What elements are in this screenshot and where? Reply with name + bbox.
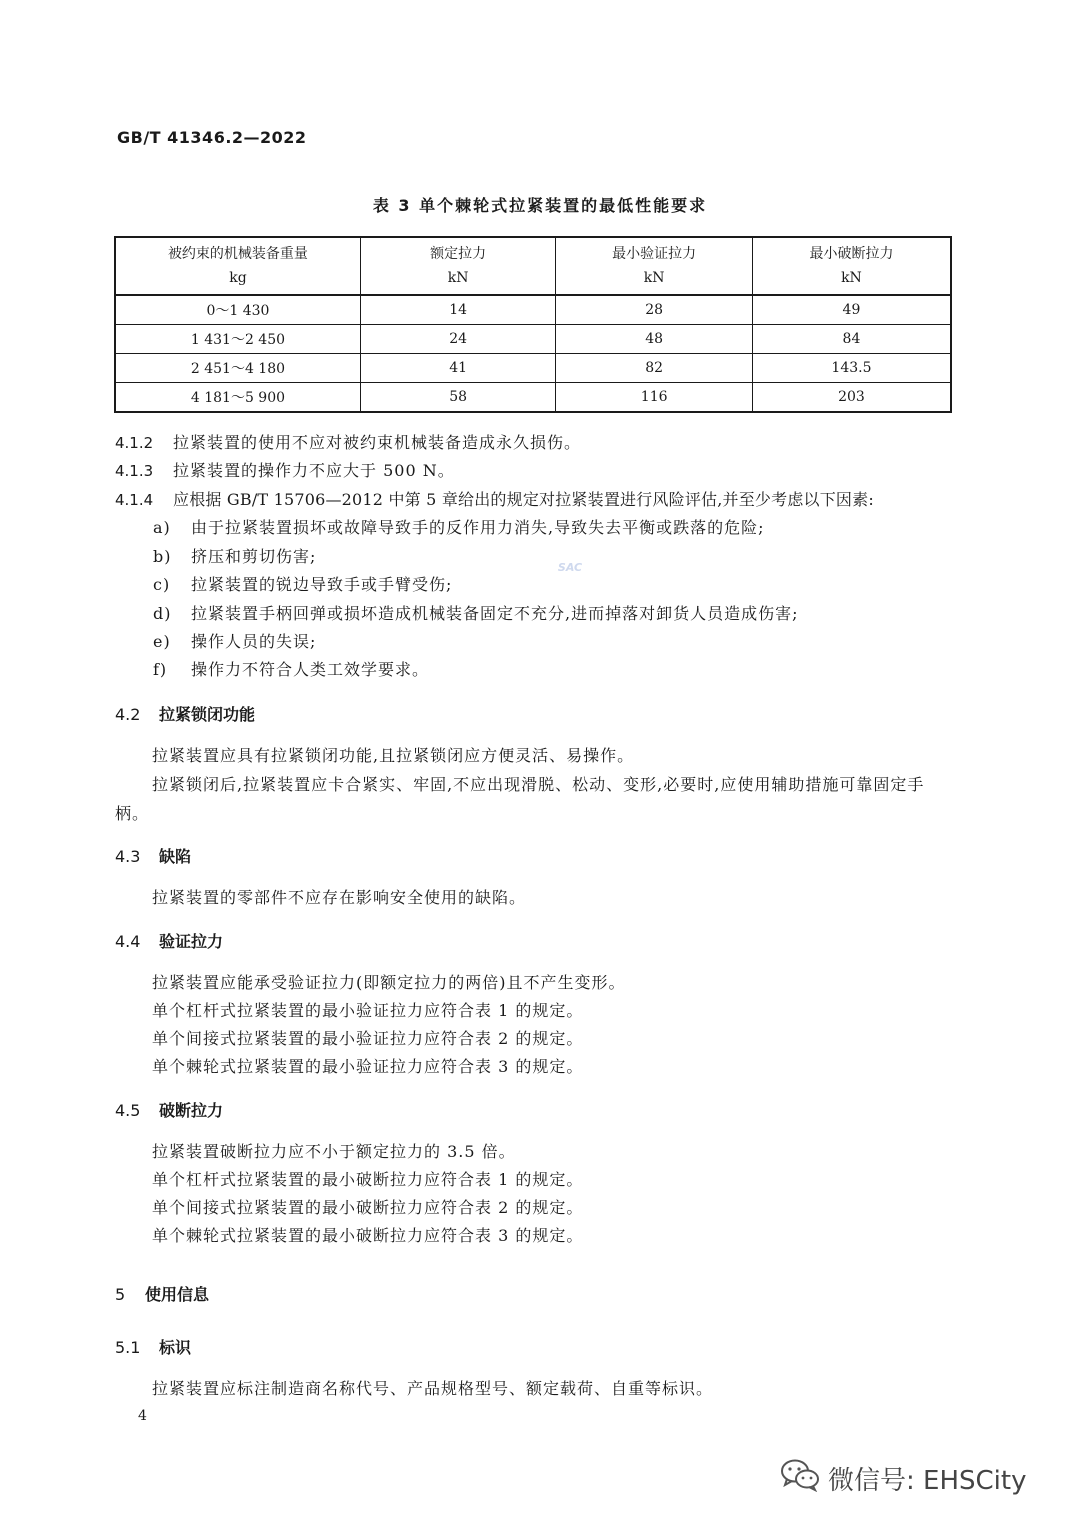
table-cell: 203 <box>752 383 951 413</box>
paragraph: 拉紧装置应标注制造商名称代号、产品规格型号、额定载荷、自重等标识。 <box>152 1379 714 1398</box>
section-heading: 4.4 验证拉力 <box>115 932 224 951</box>
table-row <box>115 354 951 383</box>
wechat-icon <box>780 1458 820 1499</box>
paragraph: 拉紧装置的零部件不应存在影响安全使用的缺陷。 <box>152 888 527 907</box>
document-code: GB/T 41346.2—2022 <box>117 128 307 147</box>
clause-4-1-4: 4.1.4 应根据 GB/T 15706—2012 中第 5 章给出的规定对拉紧装置进行风险评估,并至少考虑以下因素: <box>115 490 874 509</box>
table-cell: 143.5 <box>752 354 951 383</box>
paragraph: 拉紧装置应具有拉紧锁闭功能,且拉紧锁闭应方便灵活、易操作。 <box>152 746 635 765</box>
chapter-heading: 5 使用信息 <box>115 1285 210 1304</box>
paragraph: 拉紧装置应能承受验证拉力(即额定拉力的两倍)且不产生变形。 <box>152 973 626 992</box>
header-min-proof-force: 最小验证拉力 kN <box>556 237 753 295</box>
table-title: 表 3 单个棘轮式拉紧装置的最低性能要求 <box>372 196 708 215</box>
paragraph: 单个间接式拉紧装置的最小破断拉力应符合表 2 的规定。 <box>152 1198 584 1217</box>
table-row <box>115 295 951 325</box>
table-row <box>115 383 951 413</box>
table-cell: 49 <box>752 295 951 325</box>
table-cell: 4 181～5 900 <box>115 383 360 413</box>
section-heading: 4.3 缺陷 <box>115 847 192 866</box>
list-item: f) 操作力不符合人类工效学要求。 <box>153 660 430 679</box>
header-min-breaking-force: 最小破断拉力 kN <box>752 237 951 295</box>
table-cell: 0～1 430 <box>115 295 360 325</box>
paragraph: 拉紧装置破断拉力应不小于额定拉力的 3.5 倍。 <box>152 1142 516 1161</box>
clause-4-1-2: 4.1.2 拉紧装置的使用不应对被约束机械装备造成永久损伤。 <box>115 433 582 452</box>
section-heading: 4.2 拉紧锁闭功能 <box>115 705 256 724</box>
table-cell: 1 431～2 450 <box>115 325 360 354</box>
table-header-row <box>115 237 951 295</box>
table-cell: 84 <box>752 325 951 354</box>
table-cell: 14 <box>360 295 556 325</box>
table-cell: 48 <box>556 325 753 354</box>
section-heading: 4.5 破断拉力 <box>115 1101 224 1120</box>
table-cell: 116 <box>556 383 753 413</box>
table-cell: 58 <box>360 383 556 413</box>
paragraph: 拉紧锁闭后,拉紧装置应卡合紧实、牢固,不应出现滑脱、松动、变形,必要时,应使用辅助措施可靠固定手柄。 <box>115 775 925 823</box>
list-item: b) 挤压和剪切伤害; <box>153 547 317 566</box>
list-item: e) 操作人员的失误; <box>153 632 317 651</box>
table-row <box>115 325 951 354</box>
page-number: 4 <box>138 1408 147 1424</box>
table-cell: 24 <box>360 325 556 354</box>
paragraph: 单个间接式拉紧装置的最小验证拉力应符合表 2 的规定。 <box>152 1029 584 1048</box>
paragraph: 单个杠杆式拉紧装置的最小破断拉力应符合表 1 的规定。 <box>152 1170 584 1189</box>
list-item: d) 拉紧装置手柄回弹或损坏造成机械装备固定不充分,进而掉落对卸货人员造成伤害; <box>153 604 799 623</box>
table-cell: 82 <box>556 354 753 383</box>
section-heading: 5.1 标识 <box>115 1338 192 1357</box>
table-cell: 41 <box>360 354 556 383</box>
header-rated-tension: 额定拉力 kN <box>360 237 556 295</box>
table-cell: 28 <box>556 295 753 325</box>
clause-4-1-3: 4.1.3 拉紧装置的操作力不应大于 500 N。 <box>115 461 455 480</box>
header-weight: 被约束的机械装备重量 kg <box>115 237 360 295</box>
paragraph: 单个棘轮式拉紧装置的最小破断拉力应符合表 3 的规定。 <box>152 1226 584 1245</box>
table-cell: 2 451～4 180 <box>115 354 360 383</box>
wechat-watermark <box>780 1458 1026 1499</box>
paragraph: 单个杠杆式拉紧装置的最小验证拉力应符合表 1 的规定。 <box>152 1001 584 1020</box>
list-item: a) 由于拉紧装置损坏或故障导致手的反作用力消失,导致失去平衡或跌落的危险; <box>153 518 765 537</box>
paragraph: 单个棘轮式拉紧装置的最小验证拉力应符合表 3 的规定。 <box>152 1057 584 1076</box>
list-item: c) 拉紧装置的锐边导致手或手臂受伤; <box>153 575 453 594</box>
sac-stamp: SAC <box>557 560 583 574</box>
watermark-text: 微信号: EHSCity <box>828 1466 1027 1496</box>
performance-table <box>114 236 952 413</box>
